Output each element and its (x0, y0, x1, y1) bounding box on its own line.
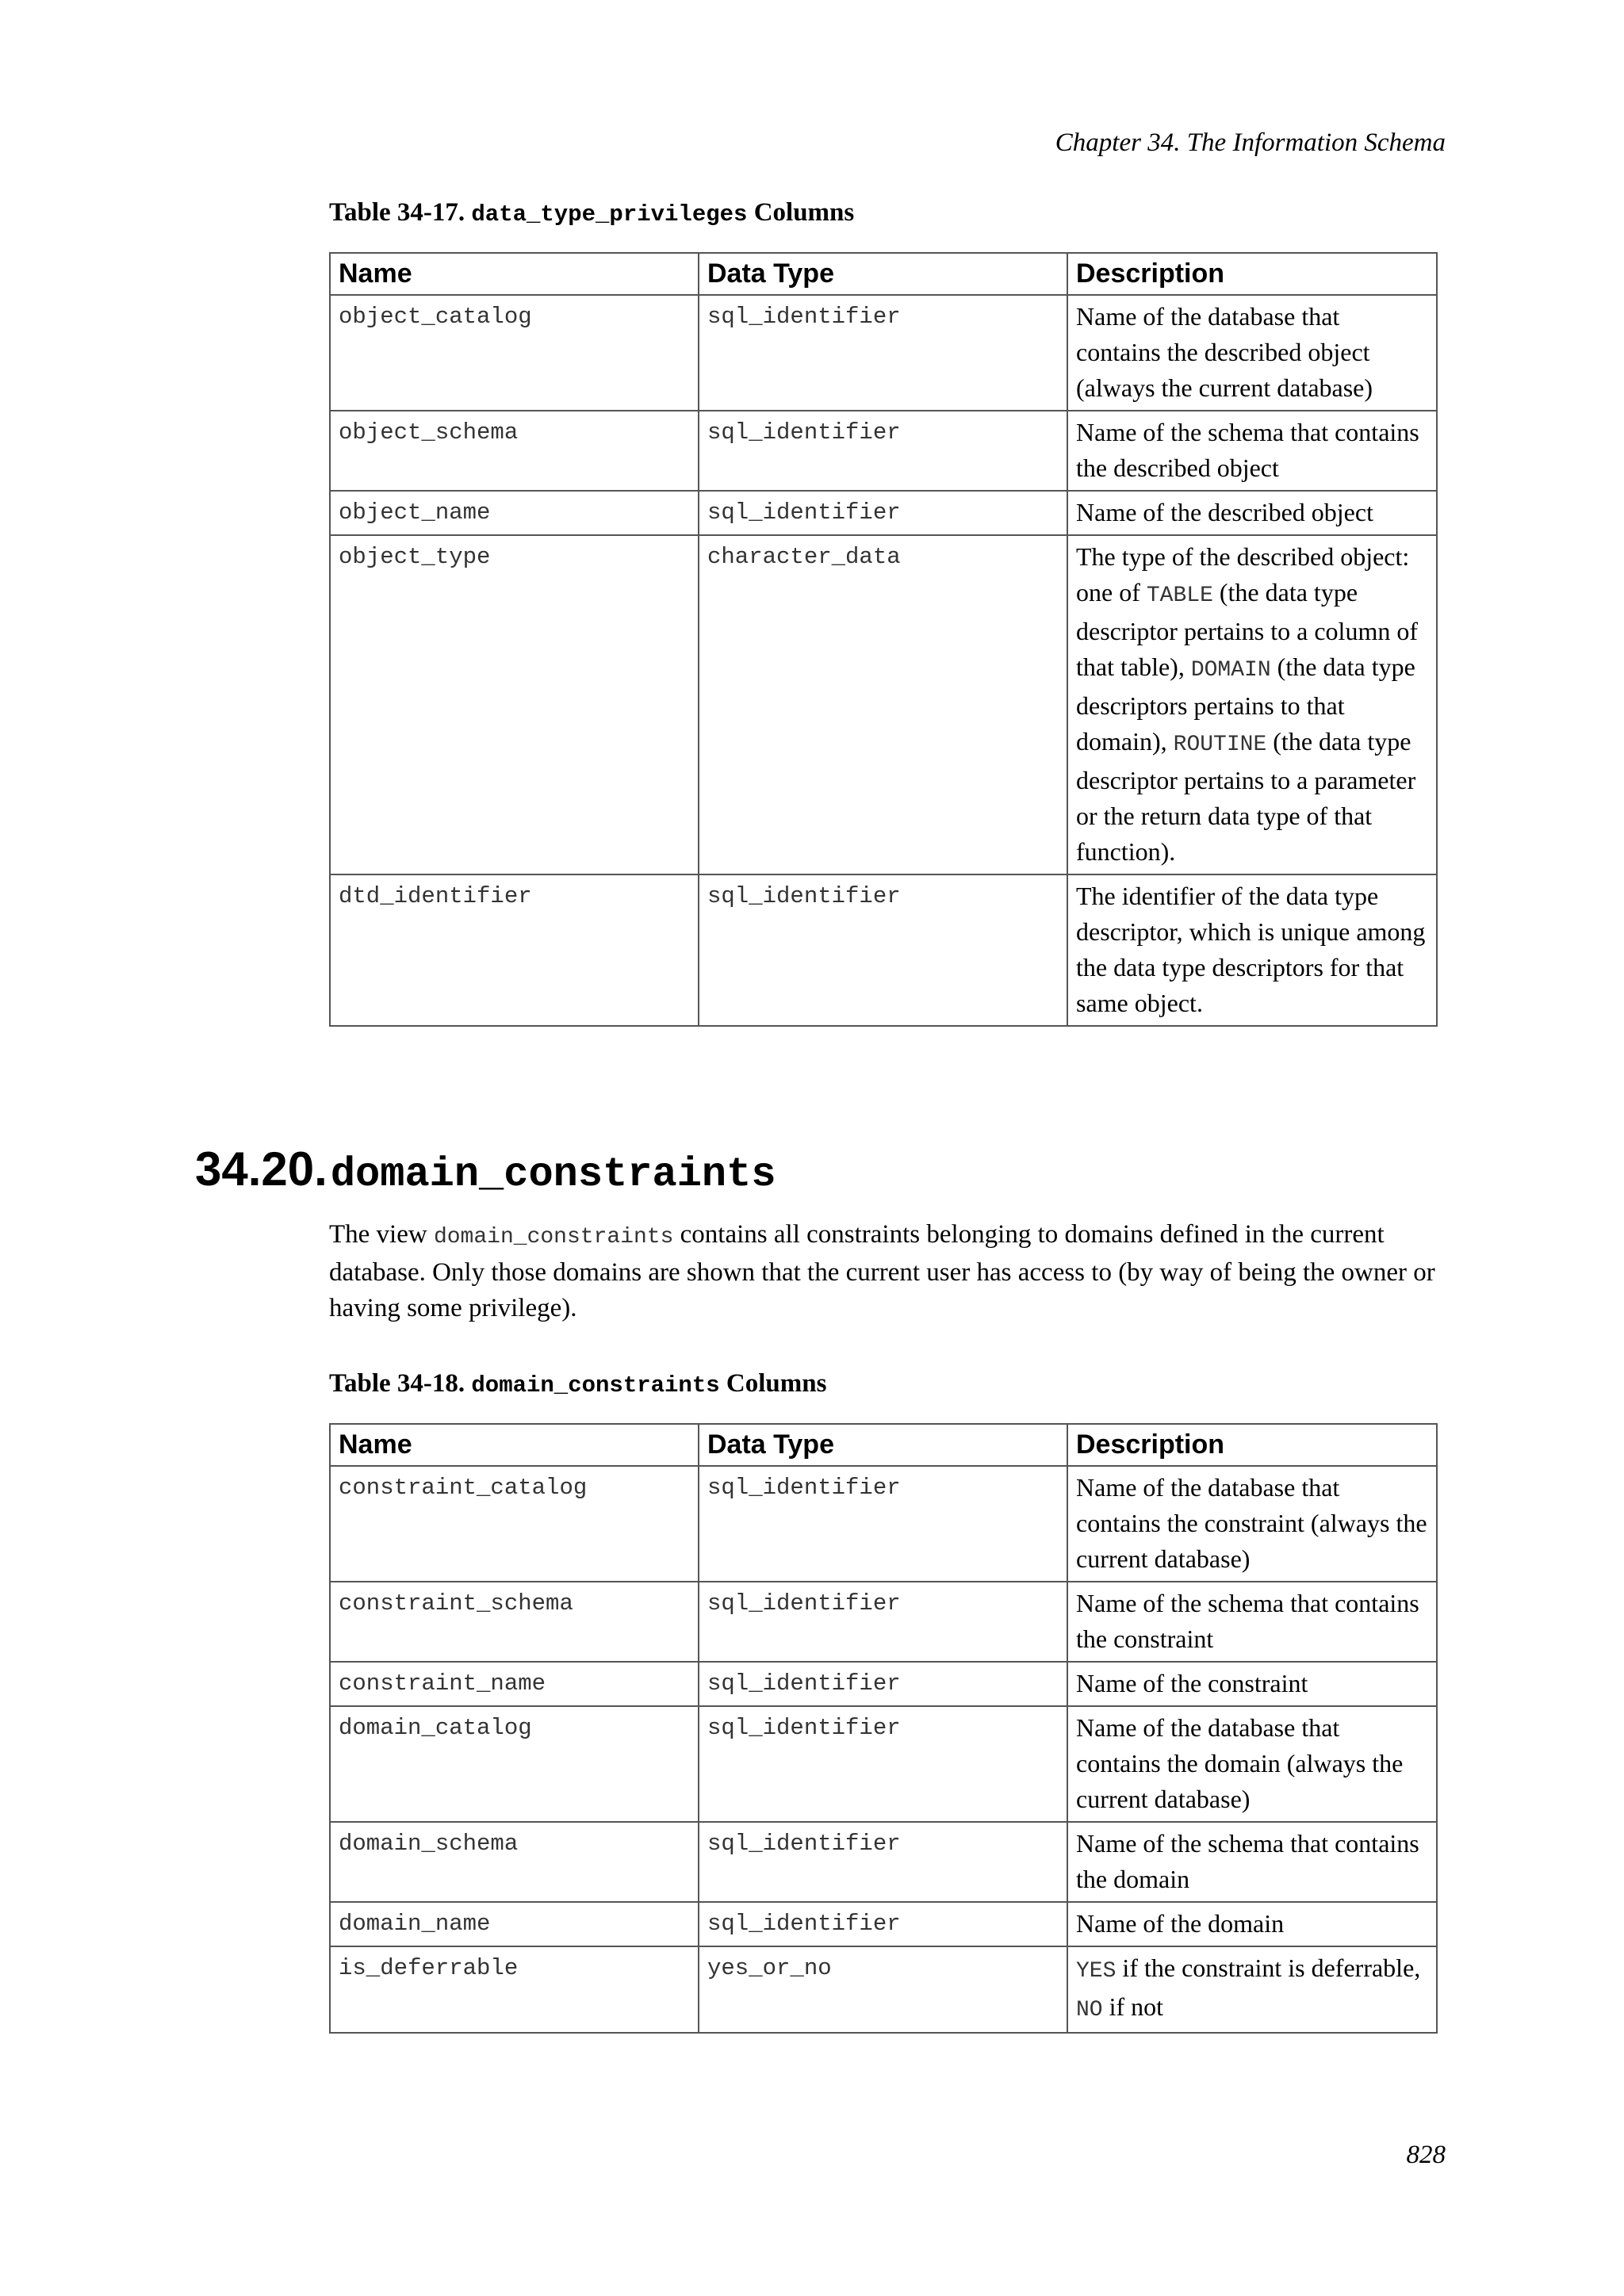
caption-suffix: Columns (726, 1369, 827, 1398)
text-run: Name of the constraint (1076, 1669, 1308, 1697)
cell-description (1067, 1466, 1437, 1582)
cell-description (1067, 1662, 1437, 1706)
caption-label: Table 34-17. (329, 198, 465, 227)
text-run: if not (1102, 1992, 1164, 2021)
text-run: Name of the domain (1076, 1909, 1285, 1938)
cell-name: object_catalog (330, 295, 699, 411)
cell-data-type: sql_identifier (699, 874, 1067, 1026)
text-run: The identifier of the data type descriptor, which is unique among the data type descriptors for that same object. (1076, 882, 1426, 1017)
cell-name: domain_catalog (330, 1706, 699, 1822)
text-run: Name of the described object (1076, 498, 1373, 526)
table-row (330, 1582, 1437, 1662)
cell-name: domain_name (330, 1902, 699, 1946)
table-row (330, 1466, 1437, 1582)
column-header-name: Name (330, 1424, 699, 1466)
column-header-description: Description (1067, 1424, 1437, 1466)
text-run: if the constraint is deferrable, (1116, 1954, 1421, 1982)
cell-name: is_deferrable (330, 1946, 699, 2033)
table-row (330, 535, 1437, 874)
cell-data-type: sql_identifier (699, 1822, 1067, 1902)
table-row (330, 1822, 1437, 1902)
cell-data-type: sql_identifier (699, 1662, 1067, 1706)
cell-name: domain_schema (330, 1822, 699, 1902)
table-caption (329, 1369, 826, 1399)
data-type-privileges-table (329, 252, 1438, 1027)
cell-description (1067, 874, 1437, 1026)
table-row (330, 1902, 1437, 1946)
column-header-data-type: Data Type (699, 253, 1067, 295)
cell-data-type: sql_identifier (699, 1902, 1067, 1946)
column-header-description: Description (1067, 253, 1437, 295)
text-run: The view (329, 1220, 434, 1249)
cell-name: dtd_identifier (330, 874, 699, 1026)
column-header-data-type: Data Type (699, 1424, 1067, 1466)
text-run: The type of the described object: one of (1076, 542, 1410, 607)
inline-code: domain_constraints (433, 1225, 674, 1249)
text-run: Name of the database that contains the constraint (always the current database) (1076, 1473, 1427, 1573)
cell-data-type: sql_identifier (699, 491, 1067, 535)
text-run: Name of the database that contains the described object (always the current database) (1076, 302, 1373, 402)
cell-description (1067, 1902, 1437, 1946)
table-row (330, 295, 1437, 411)
cell-name: object_type (330, 535, 699, 874)
inline-code: YES (1076, 1959, 1116, 1984)
table-row (330, 874, 1437, 1026)
cell-name: object_name (330, 491, 699, 535)
cell-name: constraint_catalog (330, 1466, 699, 1582)
cell-data-type: sql_identifier (699, 1582, 1067, 1662)
cell-description (1067, 295, 1437, 411)
text-run: Name of the schema that contains the domain (1076, 1829, 1419, 1893)
cell-name: object_schema (330, 411, 699, 491)
inline-code: NO (1076, 1998, 1103, 2022)
section-title: domain_constraints (330, 1151, 776, 1198)
caption-code: domain_constraints (471, 1372, 720, 1399)
cell-description (1067, 1706, 1437, 1822)
text-run: Name of the schema that contains the described object (1076, 418, 1419, 482)
inline-code: DOMAIN (1190, 658, 1271, 683)
table-row (330, 491, 1437, 535)
table-header-row (330, 253, 1437, 295)
cell-description (1067, 1946, 1437, 2033)
table-row (330, 411, 1437, 491)
domain-constraints-table (329, 1423, 1438, 2034)
cell-description (1067, 411, 1437, 491)
table-row (330, 1946, 1437, 2033)
table-caption (329, 198, 854, 228)
cell-data-type: sql_identifier (699, 411, 1067, 491)
cell-description (1067, 535, 1437, 874)
text-run: (the data type descriptors pertains to that domain), (1076, 652, 1415, 756)
inline-code: ROUTINE (1173, 733, 1267, 757)
page-number: 828 (1406, 2141, 1446, 2169)
cell-data-type: character_data (699, 535, 1067, 874)
cell-description (1067, 1822, 1437, 1902)
table-row (330, 1662, 1437, 1706)
cell-data-type: sql_identifier (699, 1706, 1067, 1822)
cell-data-type: yes_or_no (699, 1946, 1067, 2033)
text-run: Name of the schema that contains the constraint (1076, 1589, 1419, 1653)
cell-name: constraint_name (330, 1662, 699, 1706)
text-run: Name of the database that contains the domain (always the current database) (1076, 1713, 1404, 1813)
cell-data-type: sql_identifier (699, 1466, 1067, 1582)
section-heading (195, 1142, 776, 1198)
text-run: (the data type descriptor pertains to a column of that table), (1076, 578, 1418, 681)
section-number: 34.20. (195, 1142, 327, 1196)
running-header: Chapter 34. The Information Schema (1055, 128, 1446, 157)
cell-description (1067, 491, 1437, 535)
cell-description (1067, 1582, 1437, 1662)
column-header-name: Name (330, 253, 699, 295)
text-run: (the data type descriptor pertains to a parameter or the return data type of that function). (1076, 727, 1416, 866)
text-run: contains all constraints belonging to domains defined in the current database. Only those domains are shown that the current user has access to (by way of being the owner or having some privilege). (329, 1220, 1435, 1322)
cell-data-type: sql_identifier (699, 295, 1067, 411)
cell-name: constraint_schema (330, 1582, 699, 1662)
table-header-row (330, 1424, 1437, 1466)
caption-suffix: Columns (753, 198, 855, 227)
inline-code: TABLE (1146, 584, 1213, 608)
caption-label: Table 34-18. (329, 1369, 465, 1398)
caption-code: data_type_privileges (471, 201, 748, 228)
section-paragraph (329, 1217, 1436, 1326)
table-row (330, 1706, 1437, 1822)
